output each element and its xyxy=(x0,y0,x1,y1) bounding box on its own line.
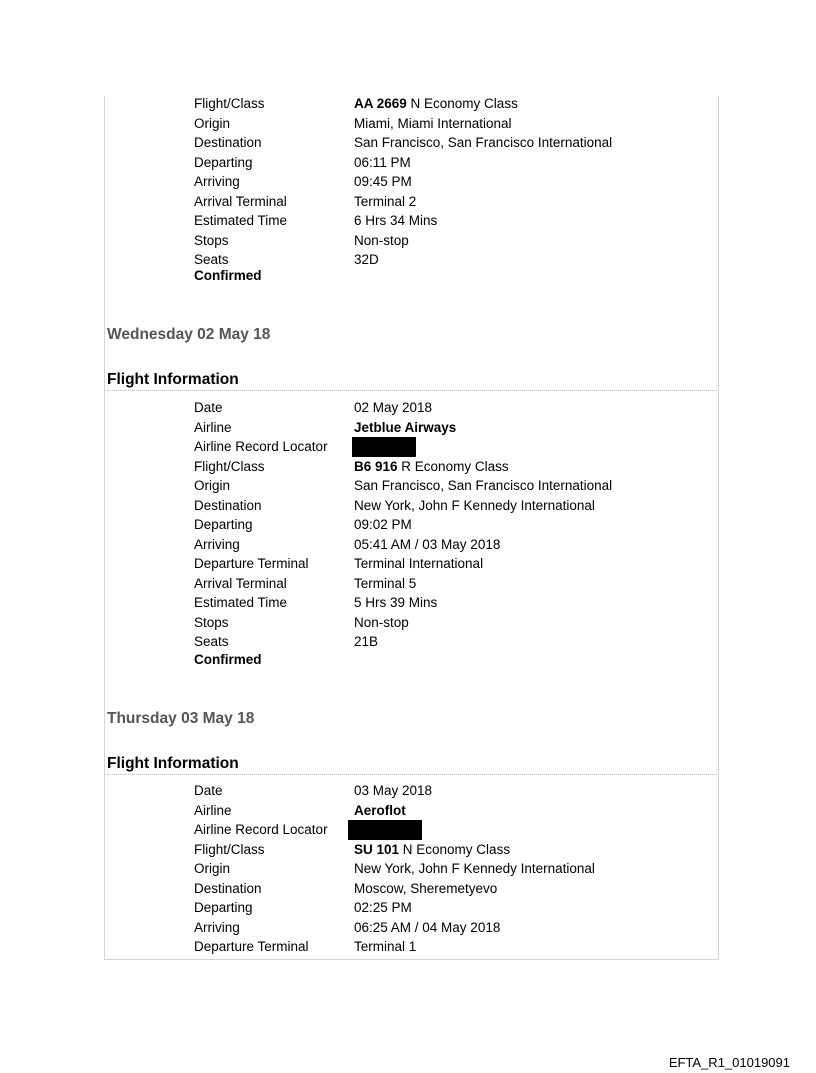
detail-label: Flight/Class xyxy=(194,841,265,857)
detail-value xyxy=(354,153,411,173)
detail-value-text: 06:25 AM / 04 May 2018 xyxy=(354,919,501,935)
detail-value-text: 32D xyxy=(354,252,379,267)
detail-value xyxy=(354,801,406,821)
detail-value xyxy=(354,457,509,477)
detail-value xyxy=(354,879,497,899)
detail-label: Destination xyxy=(194,880,262,896)
detail-label: Arriving xyxy=(194,174,240,189)
bates-number: EFTA_R1_01019091 xyxy=(668,1055,790,1070)
detail-value-text: 03 May 2018 xyxy=(354,783,433,798)
detail-label: Stops xyxy=(194,232,229,248)
detail-value xyxy=(354,172,412,192)
day2-section-title: Flight Information xyxy=(107,371,717,391)
day2-status: Confirmed xyxy=(194,652,262,667)
detail-value xyxy=(354,898,412,918)
detail-value-bold: Jetblue Airways xyxy=(354,419,457,435)
detail-value-text: R Economy Class xyxy=(397,458,509,474)
detail-value xyxy=(354,418,456,438)
detail-value xyxy=(354,937,416,957)
detail-label: Date xyxy=(194,783,223,798)
detail-value-text: 02:25 PM xyxy=(354,900,412,915)
detail-label: Airline xyxy=(194,419,232,435)
detail-value xyxy=(354,859,595,879)
detail-value xyxy=(354,535,500,555)
detail-value-text: New York, John F Kennedy International xyxy=(354,497,595,513)
detail-value xyxy=(354,437,416,457)
detail-label: Departing xyxy=(194,900,253,915)
detail-value xyxy=(354,918,500,938)
redaction-block xyxy=(352,437,416,457)
day3-heading: Thursday 03 May 18 xyxy=(107,710,255,727)
detail-value xyxy=(354,476,612,496)
detail-value-bold: AA 2669 xyxy=(354,96,407,111)
day2-heading: Wednesday 02 May 18 xyxy=(107,326,271,343)
detail-value-text: Non-stop xyxy=(354,232,409,248)
detail-value xyxy=(354,250,379,270)
segment1-status: Confirmed xyxy=(194,268,262,283)
detail-value xyxy=(354,574,416,594)
detail-label: Estimated Time xyxy=(194,213,288,228)
detail-label: Destination xyxy=(194,135,262,150)
detail-value-text: San Francisco, San Francisco International xyxy=(354,478,613,493)
detail-value xyxy=(354,133,612,153)
detail-label: Flight/Class xyxy=(194,458,265,474)
detail-label: Arrival Terminal xyxy=(194,575,287,591)
detail-value-text: New York, John F Kennedy International xyxy=(354,861,595,876)
detail-value-text: 21B xyxy=(354,634,379,649)
detail-label: Destination xyxy=(194,497,262,513)
detail-value-text: N Economy Class xyxy=(406,96,518,111)
day3-section-title: Flight Information xyxy=(107,755,717,775)
detail-value-text: Terminal 5 xyxy=(354,575,417,591)
detail-value-text: Miami, Miami International xyxy=(354,115,512,131)
detail-value xyxy=(354,114,512,134)
detail-value xyxy=(354,211,437,231)
detail-label: Arriving xyxy=(194,536,240,552)
detail-value-text: 09:02 PM xyxy=(354,517,412,532)
detail-value-text: Terminal International xyxy=(354,556,484,571)
detail-value-text: 06:11 PM xyxy=(354,154,411,170)
detail-value-bold: Aeroflot xyxy=(354,802,406,818)
detail-value xyxy=(354,593,437,613)
detail-label: Departure Terminal xyxy=(194,939,309,954)
detail-value-text: 09:45 PM xyxy=(354,174,412,189)
detail-value-text: San Francisco, San Francisco International xyxy=(354,135,613,150)
detail-value-bold: SU 101 xyxy=(354,841,400,857)
detail-value xyxy=(354,820,422,840)
detail-label: Flight/Class xyxy=(194,96,265,111)
detail-value-text: Terminal 2 xyxy=(354,193,417,209)
detail-value-text: 02 May 2018 xyxy=(354,400,433,415)
detail-value xyxy=(354,515,412,535)
detail-value xyxy=(354,231,409,251)
detail-label: Airline Record Locator xyxy=(194,822,328,837)
detail-label: Seats xyxy=(194,252,229,267)
detail-label: Airline xyxy=(194,802,232,818)
detail-value xyxy=(354,496,595,516)
detail-value xyxy=(354,192,416,212)
redaction-block xyxy=(348,820,422,840)
detail-value xyxy=(354,781,432,801)
detail-value-text: 05:41 AM / 03 May 2018 xyxy=(354,536,501,552)
detail-label: Origin xyxy=(194,115,231,131)
detail-label: Departing xyxy=(194,517,253,532)
detail-value xyxy=(354,613,409,633)
detail-label: Departure Terminal xyxy=(194,556,309,571)
detail-label: Origin xyxy=(194,478,231,493)
detail-value xyxy=(354,94,518,114)
detail-value xyxy=(354,554,483,574)
detail-label: Date xyxy=(194,400,223,415)
detail-value-bold: B6 916 xyxy=(354,458,398,474)
detail-value xyxy=(354,840,510,860)
detail-label: Stops xyxy=(194,614,229,630)
detail-label: Seats xyxy=(194,634,229,649)
detail-value-text: N Economy Class xyxy=(399,841,511,857)
detail-value-text: Non-stop xyxy=(354,614,409,630)
detail-value-text: 6 Hrs 34 Mins xyxy=(354,213,438,228)
detail-label: Estimated Time xyxy=(194,595,288,610)
detail-label: Airline Record Locator xyxy=(194,439,328,454)
detail-value xyxy=(354,632,378,652)
detail-value-text: Terminal 1 xyxy=(354,939,417,954)
detail-value xyxy=(354,398,432,418)
detail-label: Departing xyxy=(194,154,253,170)
detail-label: Origin xyxy=(194,861,231,876)
detail-value-text: 5 Hrs 39 Mins xyxy=(354,595,438,610)
detail-label: Arrival Terminal xyxy=(194,193,287,209)
detail-value-text: Moscow, Sheremetyevo xyxy=(354,880,498,896)
detail-label: Arriving xyxy=(194,919,240,935)
